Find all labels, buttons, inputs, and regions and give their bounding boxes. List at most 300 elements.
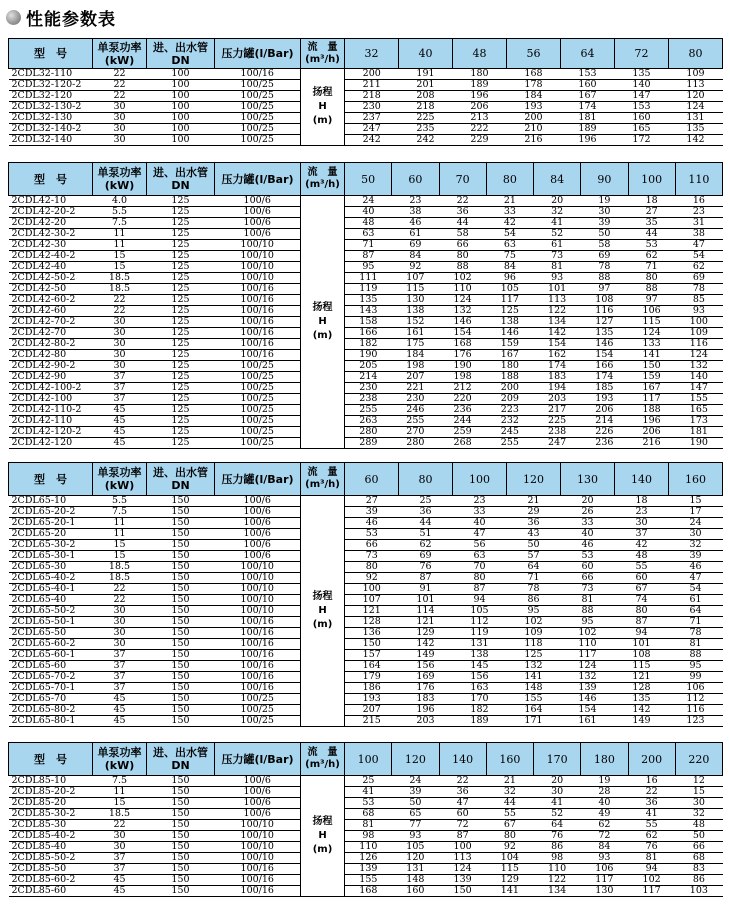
head-value-cell: 33	[486, 207, 533, 218]
head-value-cell: 95	[561, 617, 615, 628]
table-row	[9, 350, 723, 361]
head-value-cell: 69	[399, 551, 453, 562]
head-value-cell: 93	[534, 273, 581, 284]
spec-cell: 100/10	[215, 562, 301, 573]
flow-value: 160	[669, 463, 723, 496]
table-row	[9, 394, 723, 405]
model-cell: 2CDL85-60-2	[9, 875, 93, 886]
spec-cell: 15	[93, 262, 147, 273]
head-value-cell: 200	[507, 113, 561, 124]
performance-table	[8, 38, 723, 146]
spec-cell: 22	[93, 595, 147, 606]
header-pipe-text: 进、出水管	[153, 166, 208, 179]
spec-cell: 100/16	[215, 628, 301, 639]
head-label-cell	[301, 496, 345, 727]
spec-cell: 37	[93, 853, 147, 864]
head-value-cell: 194	[534, 383, 581, 394]
head-value-cell: 167	[628, 383, 675, 394]
spec-cell: 100/6	[215, 551, 301, 562]
head-value-cell: 93	[392, 831, 439, 842]
head-value-cell: 64	[669, 606, 723, 617]
model-cell: 2CDL65-20-2	[9, 507, 93, 518]
table-row	[9, 207, 723, 218]
head-value-cell: 123	[669, 716, 723, 727]
head-value-cell: 164	[507, 705, 561, 716]
head-value-cell: 100	[439, 842, 486, 853]
head-value-cell: 129	[486, 875, 533, 886]
flow-value: 80	[669, 39, 723, 69]
head-value-cell: 178	[507, 80, 561, 91]
head-value-cell: 41	[534, 798, 581, 809]
spec-cell: 7.5	[93, 776, 147, 787]
performance-table-block	[8, 742, 722, 897]
spec-cell: 100/6	[215, 540, 301, 551]
spec-cell: 100/25	[215, 716, 301, 727]
head-value-cell: 112	[669, 694, 723, 705]
flow-value: 140	[439, 743, 486, 776]
head-value-cell: 148	[507, 683, 561, 694]
head-value-cell: 238	[345, 394, 392, 405]
head-value-cell: 121	[345, 606, 399, 617]
spec-cell: 125	[147, 251, 215, 262]
header-power-text: 单泵功率	[97, 746, 142, 759]
model-cell: 2CDL32-120-2	[9, 80, 93, 91]
spec-cell: 150	[147, 776, 215, 787]
head-value-cell: 159	[628, 372, 675, 383]
head-value-cell: 196	[453, 91, 507, 102]
head-value-cell: 19	[581, 776, 628, 787]
head-value-cell: 54	[486, 229, 533, 240]
head-value-cell: 102	[628, 875, 675, 886]
spec-cell: 100/25	[215, 372, 301, 383]
head-value-cell: 32	[534, 207, 581, 218]
head-value-cell: 62	[581, 820, 628, 831]
head-value-cell: 289	[345, 438, 392, 449]
head-value-cell: 146	[561, 694, 615, 705]
spec-cell: 125	[147, 427, 215, 438]
head-value-cell: 65	[392, 809, 439, 820]
head-value-cell: 145	[453, 661, 507, 672]
spec-cell: 5.5	[93, 496, 147, 507]
flow-value: 100	[345, 743, 392, 776]
head-value-cell: 98	[534, 853, 581, 864]
spec-cell: 45	[93, 416, 147, 427]
head-value-cell: 181	[561, 113, 615, 124]
head-value-cell: 148	[392, 875, 439, 886]
head-value-cell: 117	[486, 295, 533, 306]
header-pipe-text: DN	[171, 179, 190, 192]
head-value-cell: 16	[628, 776, 675, 787]
head-value-cell: 184	[507, 91, 561, 102]
model-cell: 2CDL85-10	[9, 776, 93, 787]
spec-cell: 100	[147, 113, 215, 124]
header-flow-text: 流 量	[307, 747, 338, 758]
head-value-cell: 28	[581, 787, 628, 798]
model-cell: 2CDL65-30-2	[9, 540, 93, 551]
header-pipe-text: DN	[171, 53, 190, 67]
head-value-cell: 141	[628, 350, 675, 361]
table-row	[9, 864, 723, 875]
head-value-cell: 196	[399, 705, 453, 716]
spec-cell: 100/6	[215, 776, 301, 787]
head-value-cell: 23	[392, 196, 439, 207]
table-row	[9, 135, 723, 146]
header-model-text: 型 号	[34, 47, 67, 60]
model-cell: 2CDL85-20	[9, 798, 93, 809]
spec-cell: 30	[93, 617, 147, 628]
head-value-cell: 108	[581, 295, 628, 306]
head-value-cell: 48	[615, 551, 669, 562]
head-value-cell: 46	[345, 518, 399, 529]
header-model	[9, 39, 93, 69]
flow-value: 140	[615, 463, 669, 496]
model-cell: 2CDL42-70	[9, 328, 93, 339]
head-value-cell: 53	[561, 551, 615, 562]
head-label-line: 扬程	[312, 302, 333, 313]
table-row	[9, 251, 723, 262]
head-value-cell: 106	[628, 306, 675, 317]
spec-cell: 150	[147, 864, 215, 875]
head-value-cell: 114	[399, 606, 453, 617]
head-value-cell: 226	[581, 427, 628, 438]
head-value-cell: 32	[669, 540, 723, 551]
model-cell: 2CDL42-100	[9, 394, 93, 405]
model-cell: 2CDL42-100-2	[9, 383, 93, 394]
head-value-cell: 55	[486, 809, 533, 820]
table-row	[9, 798, 723, 809]
head-value-cell: 173	[675, 416, 722, 427]
page-title: 性能参数表	[26, 9, 116, 30]
spec-cell: 37	[93, 683, 147, 694]
head-value-cell: 43	[507, 529, 561, 540]
spec-cell: 100/6	[215, 229, 301, 240]
spec-cell: 37	[93, 383, 147, 394]
head-value-cell: 237	[345, 113, 399, 124]
head-value-cell: 225	[534, 416, 581, 427]
head-value-cell: 206	[453, 102, 507, 113]
model-cell: 2CDL42-50	[9, 284, 93, 295]
head-value-cell: 218	[345, 91, 399, 102]
head-value-cell: 40	[345, 207, 392, 218]
head-value-cell: 111	[345, 273, 392, 284]
header-power-text: 单泵功率	[97, 40, 142, 54]
head-value-cell: 132	[439, 306, 486, 317]
head-value-cell: 61	[534, 240, 581, 251]
head-value-cell: 147	[675, 383, 722, 394]
model-cell: 2CDL65-60	[9, 661, 93, 672]
head-value-cell: 141	[507, 672, 561, 683]
head-value-cell: 169	[399, 672, 453, 683]
head-value-cell: 222	[453, 124, 507, 135]
head-value-cell: 86	[534, 842, 581, 853]
model-cell: 2CDL42-40	[9, 262, 93, 273]
head-value-cell: 174	[534, 361, 581, 372]
spec-cell: 100/16	[215, 639, 301, 650]
spec-cell: 100/16	[215, 317, 301, 328]
header-flow-text: (m³/h)	[305, 179, 340, 190]
head-value-cell: 230	[345, 383, 392, 394]
spec-cell: 30	[93, 361, 147, 372]
spec-cell: 125	[147, 196, 215, 207]
head-value-cell: 80	[453, 573, 507, 584]
head-value-cell: 93	[675, 306, 722, 317]
head-value-cell: 77	[392, 820, 439, 831]
model-cell: 2CDL42-60	[9, 306, 93, 317]
spec-cell: 125	[147, 438, 215, 449]
head-value-cell: 167	[561, 91, 615, 102]
spec-cell: 125	[147, 229, 215, 240]
spec-cell: 100/25	[215, 102, 301, 113]
model-cell: 2CDL42-10	[9, 196, 93, 207]
head-value-cell: 210	[507, 124, 561, 135]
spec-cell: 150	[147, 518, 215, 529]
head-value-cell: 52	[534, 229, 581, 240]
header-model-text: 型 号	[34, 172, 67, 186]
spec-cell: 37	[93, 372, 147, 383]
head-value-cell: 216	[628, 438, 675, 449]
head-value-cell: 71	[669, 617, 723, 628]
model-cell: 2CDL32-130-2	[9, 102, 93, 113]
flow-value: 48	[453, 39, 507, 69]
head-value-cell: 33	[561, 518, 615, 529]
head-value-cell: 99	[669, 672, 723, 683]
spec-cell: 37	[93, 864, 147, 875]
head-value-cell: 154	[439, 328, 486, 339]
flow-value: 64	[561, 39, 615, 69]
head-value-cell: 130	[392, 295, 439, 306]
spec-cell: 150	[147, 875, 215, 886]
table-row	[9, 339, 723, 350]
head-value-cell: 23	[615, 507, 669, 518]
spec-cell: 100/25	[215, 113, 301, 124]
spec-cell: 37	[93, 650, 147, 661]
head-value-cell: 78	[675, 284, 722, 295]
head-value-cell: 46	[669, 562, 723, 573]
head-value-cell: 108	[615, 650, 669, 661]
head-value-cell: 146	[581, 339, 628, 350]
table-row	[9, 80, 723, 91]
head-value-cell: 198	[439, 372, 486, 383]
table-row	[9, 875, 723, 886]
head-value-cell: 206	[628, 427, 675, 438]
spec-cell: 100/10	[215, 240, 301, 251]
table-row	[9, 438, 723, 449]
table-row	[9, 628, 723, 639]
model-cell: 2CDL65-70-1	[9, 683, 93, 694]
head-value-cell: 232	[486, 416, 533, 427]
spec-cell: 150	[147, 787, 215, 798]
spec-cell: 45	[93, 716, 147, 727]
spec-cell: 5.5	[93, 207, 147, 218]
head-value-cell: 229	[453, 135, 507, 146]
head-value-cell: 193	[507, 102, 561, 113]
head-value-cell: 225	[399, 113, 453, 124]
performance-table-block	[8, 162, 722, 449]
head-value-cell: 47	[675, 240, 722, 251]
spec-cell: 100/16	[215, 864, 301, 875]
spec-cell: 150	[147, 562, 215, 573]
head-value-cell: 75	[486, 251, 533, 262]
spec-cell: 125	[147, 218, 215, 229]
head-value-cell: 183	[399, 694, 453, 705]
flow-value: 50	[345, 163, 392, 196]
head-value-cell: 255	[392, 416, 439, 427]
head-value-cell: 67	[486, 820, 533, 831]
head-value-cell: 104	[486, 853, 533, 864]
head-value-cell: 18	[628, 196, 675, 207]
spec-cell: 100/10	[215, 606, 301, 617]
head-value-cell: 26	[561, 507, 615, 518]
head-value-cell: 161	[392, 328, 439, 339]
head-value-cell: 39	[392, 787, 439, 798]
head-value-cell: 124	[439, 295, 486, 306]
head-value-cell: 131	[453, 639, 507, 650]
spec-cell: 45	[93, 694, 147, 705]
spec-cell: 22	[93, 80, 147, 91]
spec-cell: 100/6	[215, 196, 301, 207]
head-value-cell: 126	[345, 853, 392, 864]
spec-cell: 100/16	[215, 350, 301, 361]
head-value-cell: 84	[486, 262, 533, 273]
head-value-cell: 155	[507, 694, 561, 705]
table-row	[9, 606, 723, 617]
head-value-cell: 30	[675, 798, 722, 809]
model-cell: 2CDL85-50	[9, 864, 93, 875]
model-cell: 2CDL65-80-2	[9, 705, 93, 716]
spec-cell: 100/25	[215, 135, 301, 146]
spec-cell: 125	[147, 295, 215, 306]
head-value-cell: 139	[345, 864, 392, 875]
head-value-cell: 168	[439, 339, 486, 350]
spec-cell: 100	[147, 91, 215, 102]
head-value-cell: 113	[534, 295, 581, 306]
table-row	[9, 284, 723, 295]
table-row	[9, 617, 723, 628]
spec-cell: 100	[147, 69, 215, 80]
header-tank	[215, 463, 301, 496]
head-value-cell: 38	[392, 207, 439, 218]
table-row	[9, 405, 723, 416]
table-row	[9, 317, 723, 328]
head-value-cell: 149	[399, 650, 453, 661]
model-cell: 2CDL65-50	[9, 628, 93, 639]
head-value-cell: 95	[507, 606, 561, 617]
head-value-cell: 62	[628, 831, 675, 842]
spec-cell: 30	[93, 639, 147, 650]
head-value-cell: 23	[675, 207, 722, 218]
head-value-cell: 154	[534, 339, 581, 350]
head-value-cell: 128	[345, 617, 399, 628]
head-value-cell: 230	[392, 394, 439, 405]
head-value-cell: 58	[581, 240, 628, 251]
head-value-cell: 66	[675, 842, 722, 853]
table-row	[9, 229, 723, 240]
header-power	[93, 39, 147, 69]
header-flow-text: 流 量	[307, 41, 338, 53]
head-value-cell: 190	[345, 350, 392, 361]
spec-cell: 30	[93, 339, 147, 350]
model-cell: 2CDL65-70-2	[9, 672, 93, 683]
head-value-cell: 155	[675, 394, 722, 405]
head-label-line: (m)	[312, 619, 333, 630]
table-row	[9, 853, 723, 864]
spec-cell: 100/16	[215, 339, 301, 350]
head-label-line: 扬程	[312, 591, 333, 602]
head-value-cell: 135	[615, 694, 669, 705]
header-tank-text: 压力罐(l/Bar)	[221, 472, 294, 486]
spec-cell: 18.5	[93, 809, 147, 820]
head-value-cell: 124	[675, 350, 722, 361]
head-label-line: 扬程	[312, 816, 333, 827]
spec-cell: 125	[147, 328, 215, 339]
spec-cell: 125	[147, 317, 215, 328]
head-value-cell: 76	[534, 831, 581, 842]
head-value-cell: 203	[399, 716, 453, 727]
head-value-cell: 55	[615, 562, 669, 573]
spec-cell: 150	[147, 831, 215, 842]
head-value-cell: 30	[534, 787, 581, 798]
spec-cell: 100/16	[215, 295, 301, 306]
head-value-cell: 47	[669, 573, 723, 584]
spec-cell: 100/16	[215, 69, 301, 80]
model-cell: 2CDL65-40	[9, 595, 93, 606]
head-value-cell: 176	[399, 683, 453, 694]
model-cell: 2CDL42-20	[9, 218, 93, 229]
spec-cell: 150	[147, 820, 215, 831]
head-value-cell: 174	[581, 372, 628, 383]
head-value-cell: 81	[345, 820, 392, 831]
spec-cell: 150	[147, 716, 215, 727]
head-value-cell: 84	[581, 842, 628, 853]
head-value-cell: 135	[581, 328, 628, 339]
table-row	[9, 683, 723, 694]
flow-value: 100	[628, 163, 675, 196]
spec-cell: 150	[147, 886, 215, 897]
head-value-cell: 159	[486, 339, 533, 350]
head-value-cell: 139	[439, 875, 486, 886]
head-value-cell: 193	[581, 394, 628, 405]
spec-cell: 11	[93, 229, 147, 240]
head-value-cell: 122	[534, 875, 581, 886]
spec-cell: 18.5	[93, 573, 147, 584]
head-value-cell: 39	[669, 551, 723, 562]
head-value-cell: 91	[399, 584, 453, 595]
head-value-cell: 107	[345, 595, 399, 606]
head-value-cell: 60	[561, 562, 615, 573]
spec-cell: 150	[147, 853, 215, 864]
head-value-cell: 168	[507, 69, 561, 80]
head-value-cell: 27	[345, 496, 399, 507]
head-value-cell: 46	[392, 218, 439, 229]
header-flow-text: 流 量	[307, 167, 338, 178]
head-value-cell: 107	[392, 273, 439, 284]
head-value-cell: 97	[581, 284, 628, 295]
head-value-cell: 146	[486, 328, 533, 339]
head-value-cell: 30	[669, 529, 723, 540]
head-value-cell: 140	[675, 372, 722, 383]
head-value-cell: 134	[534, 317, 581, 328]
head-value-cell: 88	[628, 284, 675, 295]
spec-cell: 45	[93, 886, 147, 897]
spec-cell: 125	[147, 207, 215, 218]
spec-cell: 100/25	[215, 80, 301, 91]
head-value-cell: 35	[628, 218, 675, 229]
spec-cell: 100/6	[215, 529, 301, 540]
spec-cell: 37	[93, 394, 147, 405]
head-value-cell: 78	[581, 262, 628, 273]
head-value-cell: 131	[392, 864, 439, 875]
head-value-cell: 176	[439, 350, 486, 361]
